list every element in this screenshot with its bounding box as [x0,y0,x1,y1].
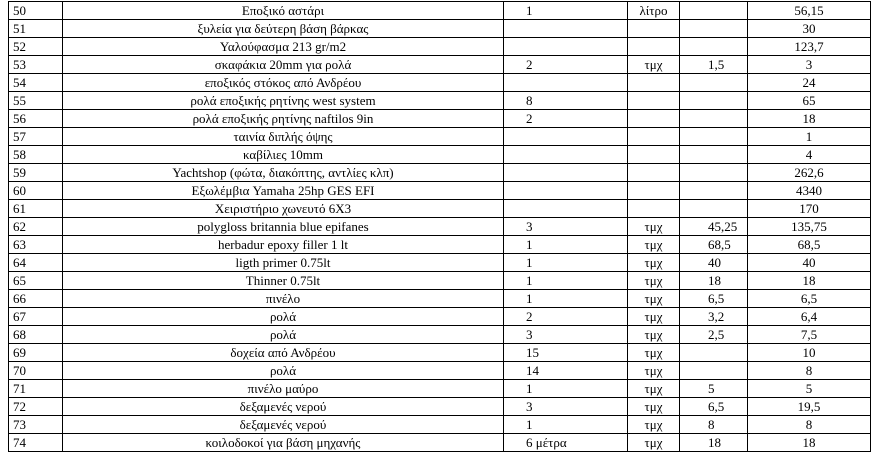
table-row [9,38,871,56]
description-cell[interactable]: Thinner 0.75lt [63,272,504,290]
row-number-cell[interactable]: 58 [9,146,63,164]
quantity-cell[interactable]: 1 [504,236,628,254]
total-cell[interactable]: 8 [748,362,871,380]
unit-cell[interactable]: τμχ [628,236,680,254]
unit-cell[interactable] [628,92,680,110]
quantity-cell[interactable]: 1 [504,254,628,272]
unit-price-cell[interactable] [680,74,748,92]
table-row [9,416,871,434]
row-number-cell[interactable]: 74 [9,434,63,452]
row-number-cell[interactable]: 62 [9,218,63,236]
unit-price-cell[interactable] [680,362,748,380]
description-cell[interactable]: polygloss britannia blue epifanes [63,218,504,236]
row-number-cell[interactable]: 71 [9,380,63,398]
row-number-cell[interactable]: 53 [9,56,63,74]
unit-price-cell[interactable]: 40 [680,254,748,272]
unit-price-cell[interactable] [680,38,748,56]
row-number-cell[interactable]: 63 [9,236,63,254]
description-cell[interactable]: σκαφάκια 20mm για ρολά [63,56,504,74]
unit-price-cell[interactable]: 6,5 [680,398,748,416]
table-row [9,362,871,380]
unit-price-cell[interactable] [680,128,748,146]
total-cell[interactable]: 10 [748,344,871,362]
unit-cell[interactable]: τμχ [628,56,680,74]
table-row [9,146,871,164]
description-cell[interactable]: Χειριστήριο χωνευτό 6Χ3 [63,200,504,218]
quantity-cell[interactable] [504,128,628,146]
quantity-cell[interactable]: 8 [504,92,628,110]
unit-cell[interactable] [628,38,680,56]
description-cell[interactable]: κοιλοδοκοί για βάση μηχανής [63,434,504,452]
quantity-cell[interactable]: 1 [504,272,628,290]
quantity-cell[interactable]: 1 [504,380,628,398]
unit-price-cell[interactable]: 68,5 [680,236,748,254]
unit-cell[interactable]: τμχ [628,308,680,326]
unit-cell[interactable] [628,146,680,164]
table-row [9,200,871,218]
quantity-cell[interactable] [504,20,628,38]
unit-cell[interactable]: τμχ [628,344,680,362]
total-cell[interactable]: 135,75 [748,218,871,236]
unit-price-cell[interactable]: 45,25 [680,218,748,236]
unit-price-cell[interactable] [680,164,748,182]
table-row [9,128,871,146]
description-cell[interactable]: herbadur epoxy filler 1 lt [63,236,504,254]
row-number-cell[interactable]: 67 [9,308,63,326]
table-row [9,218,871,236]
total-cell[interactable]: 56,15 [748,2,871,20]
total-cell[interactable]: 18 [748,434,871,452]
unit-price-cell[interactable]: 3,2 [680,308,748,326]
total-cell[interactable]: 30 [748,20,871,38]
description-cell[interactable]: ρολά εποξικής ρητίνης naftilos 9in [63,110,504,128]
unit-cell[interactable]: λίτρο [628,2,680,20]
description-cell[interactable]: Yachtshop (φώτα, διακόπτης, αντλίες κλπ) [63,164,504,182]
unit-price-cell[interactable] [680,92,748,110]
unit-cell[interactable] [628,200,680,218]
table-row [9,56,871,74]
description-cell[interactable]: ταινία διπλής όψης [63,128,504,146]
quantity-cell[interactable] [504,38,628,56]
unit-cell[interactable]: τμχ [628,398,680,416]
quantity-cell[interactable]: 14 [504,362,628,380]
unit-cell[interactable] [628,110,680,128]
table-row [9,380,871,398]
table-row [9,92,871,110]
unit-cell[interactable] [628,182,680,200]
quantity-cell[interactable]: 2 [504,110,628,128]
table-row [9,164,871,182]
unit-price-cell[interactable]: 1,5 [680,56,748,74]
total-cell[interactable]: 40 [748,254,871,272]
total-cell[interactable]: 170 [748,200,871,218]
row-number-cell[interactable]: 69 [9,344,63,362]
unit-price-cell[interactable]: 2,5 [680,326,748,344]
unit-cell[interactable] [628,20,680,38]
description-cell[interactable]: Εποξικό αστάρι [63,2,504,20]
unit-cell[interactable]: τμχ [628,272,680,290]
description-cell[interactable]: πινέλο [63,290,504,308]
row-number-cell[interactable]: 73 [9,416,63,434]
total-cell[interactable]: 65 [748,92,871,110]
quantity-cell[interactable]: 3 [504,398,628,416]
row-number-cell[interactable]: 57 [9,128,63,146]
table-row [9,74,871,92]
table-row [9,254,871,272]
unit-price-cell[interactable] [680,110,748,128]
total-cell[interactable]: 24 [748,74,871,92]
quantity-cell[interactable]: 15 [504,344,628,362]
table-row [9,20,871,38]
description-cell[interactable]: ligth primer 0.75lt [63,254,504,272]
table-row [9,398,871,416]
quantity-cell[interactable]: 1 [504,2,628,20]
row-number-cell[interactable]: 60 [9,182,63,200]
total-cell[interactable]: 18 [748,272,871,290]
quantity-cell[interactable]: 3 [504,218,628,236]
unit-cell[interactable] [628,164,680,182]
unit-cell[interactable]: τμχ [628,380,680,398]
unit-price-cell[interactable] [680,2,748,20]
description-cell[interactable]: ξυλεία για δεύτερη βάση βάρκας [63,20,504,38]
total-cell[interactable]: 8 [748,416,871,434]
quantity-cell[interactable] [504,182,628,200]
row-number-cell[interactable]: 64 [9,254,63,272]
description-cell[interactable]: δοχεία από Ανδρέου [63,344,504,362]
table-row [9,236,871,254]
unit-price-cell[interactable] [680,182,748,200]
unit-price-cell[interactable] [680,344,748,362]
table-body [9,2,871,452]
total-cell[interactable]: 18 [748,110,871,128]
unit-cell[interactable]: τμχ [628,218,680,236]
row-number-cell[interactable]: 70 [9,362,63,380]
unit-price-cell[interactable]: 18 [680,272,748,290]
table-row [9,272,871,290]
total-cell[interactable]: 123,7 [748,38,871,56]
total-cell[interactable]: 7,5 [748,326,871,344]
row-number-cell[interactable]: 56 [9,110,63,128]
unit-cell[interactable] [628,74,680,92]
unit-price-cell[interactable]: 5 [680,380,748,398]
table-row [9,182,871,200]
description-cell[interactable]: ρολά εποξικής ρητίνης west system [63,92,504,110]
description-cell[interactable]: Εξωλέμβια Yamaha 25hp GES EFI [63,182,504,200]
total-cell[interactable]: 6,5 [748,290,871,308]
row-number-cell[interactable]: 54 [9,74,63,92]
description-cell[interactable]: Υαλούφασμα 213 gr/m2 [63,38,504,56]
table-row [9,290,871,308]
quantity-cell[interactable]: 1 [504,416,628,434]
quantity-cell[interactable]: 2 [504,56,628,74]
unit-cell[interactable]: τμχ [628,362,680,380]
quantity-cell[interactable] [504,74,628,92]
total-cell[interactable]: 262,6 [748,164,871,182]
total-cell[interactable]: 4340 [748,182,871,200]
unit-cell[interactable]: τμχ [628,290,680,308]
description-cell[interactable]: δεξαμενές νερού [63,416,504,434]
description-cell[interactable]: δεξαμενές νερού [63,398,504,416]
quantity-cell[interactable]: 6 μέτρα [504,434,628,452]
description-cell[interactable]: ρολά [63,326,504,344]
description-cell[interactable]: ρολά [63,308,504,326]
unit-cell[interactable]: τμχ [628,416,680,434]
table-row [9,110,871,128]
row-number-cell[interactable]: 55 [9,92,63,110]
description-cell[interactable]: πινέλο μαύρο [63,380,504,398]
total-cell[interactable]: 4 [748,146,871,164]
total-cell[interactable]: 5 [748,380,871,398]
total-cell[interactable]: 68,5 [748,236,871,254]
unit-cell[interactable]: τμχ [628,434,680,452]
description-cell[interactable]: εποξικός στόκος από Ανδρέου [63,74,504,92]
row-number-cell[interactable]: 68 [9,326,63,344]
row-number-cell[interactable]: 65 [9,272,63,290]
row-number-cell[interactable]: 61 [9,200,63,218]
description-cell[interactable]: καβίλιες 10mm [63,146,504,164]
unit-price-cell[interactable]: 18 [680,434,748,452]
spreadsheet [8,1,870,452]
quantity-cell[interactable] [504,200,628,218]
row-number-cell[interactable]: 52 [9,38,63,56]
row-number-cell[interactable]: 59 [9,164,63,182]
row-number-cell[interactable]: 66 [9,290,63,308]
total-cell[interactable]: 19,5 [748,398,871,416]
quantity-cell[interactable]: 1 [504,290,628,308]
unit-cell[interactable]: τμχ [628,254,680,272]
row-number-cell[interactable]: 50 [9,2,63,20]
total-cell[interactable]: 3 [748,56,871,74]
quantity-cell[interactable] [504,164,628,182]
unit-price-cell[interactable] [680,20,748,38]
quantity-cell[interactable]: 2 [504,308,628,326]
table-row [9,344,871,362]
unit-cell[interactable] [628,128,680,146]
table-row [9,326,871,344]
unit-price-cell[interactable] [680,146,748,164]
unit-price-cell[interactable]: 6,5 [680,290,748,308]
unit-price-cell[interactable] [680,200,748,218]
quantity-cell[interactable] [504,146,628,164]
total-cell[interactable]: 1 [748,128,871,146]
table-row [9,308,871,326]
unit-price-cell[interactable]: 8 [680,416,748,434]
row-number-cell[interactable]: 51 [9,20,63,38]
table-row [9,2,871,20]
unit-cell[interactable]: τμχ [628,326,680,344]
expense-table [8,1,871,452]
total-cell[interactable]: 6,4 [748,308,871,326]
description-cell[interactable]: ρολά [63,362,504,380]
table-row [9,434,871,452]
quantity-cell[interactable]: 3 [504,326,628,344]
row-number-cell[interactable]: 72 [9,398,63,416]
